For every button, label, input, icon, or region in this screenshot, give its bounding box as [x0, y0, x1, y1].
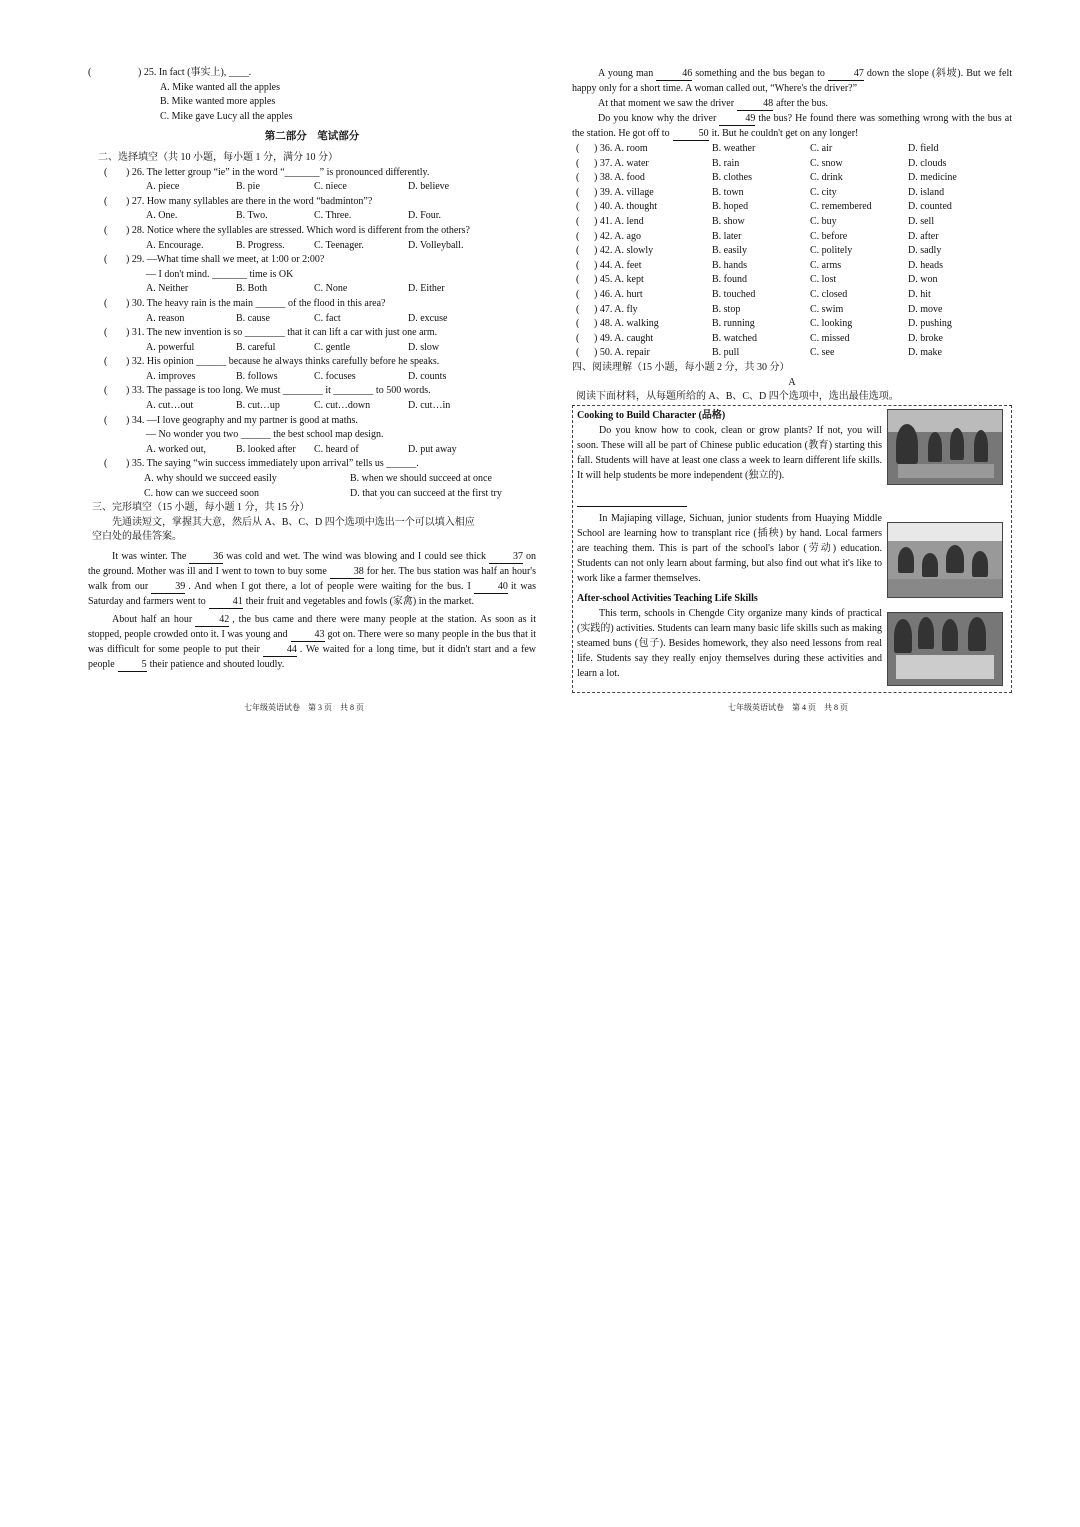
answer-paren: ( — [576, 201, 580, 213]
left-page — [88, 66, 536, 672]
cloze-option-row — [572, 303, 1012, 318]
cloze-option-row — [572, 215, 1012, 230]
cloze-option-row — [572, 346, 1012, 361]
option: C. heard of — [314, 443, 359, 455]
answer-paren: ( — [576, 288, 580, 300]
option: A. cut…out — [146, 400, 194, 412]
option: B. careful — [236, 341, 276, 353]
option: ) 39. A. village — [594, 186, 654, 198]
option: A. Neither — [146, 283, 189, 295]
answer-paren: ( — [104, 195, 108, 207]
cloze-paragraph-1 — [88, 549, 536, 609]
option: B. show — [712, 215, 745, 227]
option: D. cut…in — [408, 400, 451, 412]
cloze-option-row — [572, 288, 1012, 303]
answer-paren: ( — [576, 347, 580, 359]
option: A. improves — [146, 370, 196, 382]
option: C. air — [810, 143, 833, 154]
option: D. excuse — [408, 312, 448, 324]
cloze-blank: 47 — [828, 68, 864, 81]
option: C. Three. — [314, 210, 352, 222]
cloze-blank: 48 — [737, 98, 773, 111]
question-text: ) 31. The new invention is so ________ that it can lift a car with just one arm. — [126, 327, 438, 339]
steamed-buns-photo — [887, 612, 1003, 686]
option: B. rain — [712, 157, 740, 169]
option: D. believe — [408, 181, 450, 193]
option: B. cut…up — [236, 400, 280, 412]
option: D. Four. — [408, 210, 442, 222]
option: C. see — [810, 347, 835, 359]
cloze-option-row — [572, 186, 1012, 201]
option: D. medicine — [908, 172, 957, 184]
question-stem — [88, 224, 536, 239]
cloze-text: on the ground. Mother was ill and I went to town to buy some — [88, 551, 536, 577]
option: C. lost — [810, 274, 837, 286]
cloze-text: it. But he couldn't get on any longer! — [711, 128, 859, 139]
option: A. One. — [146, 210, 178, 222]
option: ) 47. A. fly — [594, 303, 638, 315]
option: B. easily — [712, 245, 747, 257]
answer-paren: ( — [576, 303, 580, 315]
options-row — [88, 487, 536, 502]
question-text-2: — I don't mind. _______ time is OK — [146, 268, 294, 280]
cloze-blank: 44 — [263, 644, 297, 657]
cloze-option-row — [572, 200, 1012, 215]
cloze-text: It was winter. The — [112, 551, 187, 562]
option: C. cut…down — [314, 400, 371, 412]
cloze-option-row — [572, 157, 1012, 172]
options-row — [88, 370, 536, 385]
option: ) 42. A. slowly — [594, 245, 654, 257]
cloze-text: was cold and wet. The wind was blowing and I could see thick — [226, 551, 486, 562]
option: D. put away — [408, 443, 457, 455]
option: C. before — [810, 230, 848, 242]
cloze-blank: 42 — [195, 614, 229, 627]
answer-paren: ( — [576, 186, 580, 198]
cloze-blank: 39 — [151, 581, 185, 594]
cloze-paragraph-3 — [572, 66, 1012, 96]
option: A. worked out, — [146, 443, 206, 455]
cloze-option-row — [572, 332, 1012, 347]
left-footer: 七年级英语试卷 第 3 页 共 8 页 — [244, 703, 364, 712]
answer-paren: ( — [576, 230, 580, 242]
cloze-paragraph-5 — [572, 111, 1012, 141]
option: D. counts — [408, 370, 447, 382]
right-footer: 七年级英语试卷 第 4 页 共 8 页 — [728, 703, 848, 712]
option: ) 50. A. repair — [594, 347, 650, 359]
option: ) 40. A. thought — [594, 201, 658, 213]
answer-paren: ( — [104, 166, 108, 178]
q25-option-a: A. Mike wanted all the apples — [160, 81, 280, 93]
option: ) 49. A. caught — [594, 332, 654, 344]
options-row — [88, 209, 536, 224]
option: D. won — [908, 274, 938, 286]
question-stem — [88, 355, 536, 370]
passage-label: A — [788, 376, 796, 388]
option: B. cause — [236, 312, 270, 324]
option: A. why should we succeed easily — [144, 473, 277, 485]
option: C. missed — [810, 332, 850, 344]
reading-title-1: Cooking to Build Character (品格) — [577, 409, 726, 421]
question-text: ) 35. The saying “win success immediately upon arrival” tells us ______. — [126, 458, 419, 470]
option: B. weather — [712, 143, 756, 154]
option: D. hit — [908, 288, 931, 300]
option: B. touched — [712, 288, 756, 300]
option: D. broke — [908, 332, 943, 344]
cloze-paragraph-2 — [88, 612, 536, 672]
option: ) 46. A. hurt — [594, 288, 643, 300]
option: C. remembered — [810, 201, 872, 213]
part3-heading: 三、完形填空（15 小题，每小题 1 分，共 15 分） — [92, 502, 310, 514]
multiple-choice-list — [88, 166, 536, 502]
option: D. slow — [408, 341, 440, 353]
option: C. drink — [810, 172, 843, 184]
answer-paren: ( — [576, 259, 580, 271]
cloze-text: Do you know why the driver — [598, 113, 717, 124]
q25-option-b: B. Mike wanted more apples — [160, 96, 276, 108]
part2-heading: 二、选择填空（共 10 小题，每小题 1 分，满分 10 分） — [98, 151, 338, 163]
option: C. swim — [810, 303, 844, 315]
cloze-text: About half an hour — [112, 614, 193, 625]
cloze-blank: 43 — [291, 629, 325, 642]
option: D. sell — [908, 215, 935, 227]
cloze-option-row — [572, 273, 1012, 288]
part4-heading: 四、阅读理解（15 小题，每小题 2 分，共 30 分） — [572, 361, 790, 373]
option: ) 41. A. lend — [594, 215, 644, 227]
option: D. field — [908, 143, 939, 154]
answer-paren: ( — [576, 245, 580, 257]
cloze-text: it was Saturday and farmers went to — [88, 581, 536, 607]
option: B. when we should succeed at once — [350, 473, 492, 485]
cloze-option-row — [572, 244, 1012, 259]
cloze-blank: 46 — [656, 68, 692, 81]
question-stem — [88, 414, 536, 429]
question-text: ) 30. The heavy rain is the main ______ of the flood in this area? — [126, 297, 386, 309]
option: ) 48. A. walking — [594, 318, 659, 330]
option: B. looked after — [236, 443, 296, 455]
option: ) 42. A. ago — [594, 230, 641, 242]
option: D. Either — [408, 283, 445, 295]
option: B. hoped — [712, 201, 749, 213]
option: C. focuses — [314, 370, 356, 382]
question-stem — [88, 297, 536, 312]
cloze-paragraph-4 — [572, 96, 1012, 111]
answer-paren: ( — [576, 172, 580, 184]
cooking-photo — [887, 409, 1003, 485]
reading-passage-box — [572, 405, 1012, 693]
answer-paren: ( — [576, 274, 580, 286]
option: B. stop — [712, 303, 741, 315]
option: C. closed — [810, 288, 848, 300]
option: B. follows — [236, 370, 278, 382]
option: D. clouds — [908, 157, 947, 169]
answer-paren: ( — [104, 356, 108, 368]
option: B. town — [712, 186, 744, 198]
option: D. sadly — [908, 245, 942, 257]
option: A. powerful — [146, 341, 195, 353]
answer-paren: ( — [576, 143, 580, 154]
option: C. gentle — [314, 341, 351, 353]
option: B. clothes — [712, 172, 752, 184]
cloze-text: A young man — [598, 68, 654, 79]
option: D. counted — [908, 201, 952, 213]
option: C. looking — [810, 318, 853, 330]
options-row — [88, 472, 536, 487]
option: B. watched — [712, 332, 757, 344]
option: D. pushing — [908, 318, 952, 330]
option: B. hands — [712, 259, 747, 271]
option: C. arms — [810, 259, 842, 271]
option: D. after — [908, 230, 939, 242]
options-row — [88, 341, 536, 356]
answer-paren: ( — [576, 332, 580, 344]
option: C. city — [810, 186, 837, 198]
option: B. Both — [236, 283, 268, 295]
rice-planting-photo — [887, 522, 1003, 598]
option: ) 38. A. food — [594, 172, 645, 184]
option: C. how can we succeed soon — [144, 487, 259, 499]
cloze-option-row — [572, 317, 1012, 332]
cloze-blank: 36 — [189, 551, 223, 564]
cloze-option-row — [572, 171, 1012, 186]
options-row — [88, 312, 536, 327]
reading-paragraph-2: In Majiaping village, Sichuan, junior students from Huaying Middle School are learning how to transplant rice (插秧) by hand. Local farmers are teaching them. This is part of the school's labor (劳动) education. Students can not only learn about farming, but also find out what it's like to work like a farmer themselves. — [577, 512, 882, 584]
question-stem — [88, 384, 536, 399]
answer-paren: ( — [104, 254, 108, 266]
option: ) 36. A. room — [594, 143, 648, 154]
answer-paren: ( — [576, 318, 580, 330]
cloze-text: for her. The bus station was half an hour's walk from our — [88, 566, 536, 592]
cloze-text: , the bus came and there were many people at the station. As soon as it stopped, people crowded onto it. I was young and — [88, 614, 536, 640]
option: C. niece — [314, 181, 347, 193]
answer-paren: ( — [576, 215, 580, 227]
reading-paragraph-3: This term, schools in Chengde City organize many kinds of practical (实践的) activities. Students can learn many basic life skills such as making steamed buns (包子). Besides homework, they also need lessons from real life. Students say they really enjoy themselves during these activities and learn a lot. — [577, 607, 882, 679]
option: C. snow — [810, 157, 843, 169]
cloze-blank: 49 — [719, 113, 755, 126]
part3-instruction-2: 空白处的最佳答案。 — [92, 531, 182, 543]
option: D. make — [908, 347, 942, 359]
option: ) 37. A. water — [594, 157, 649, 169]
option: C. politely — [810, 245, 853, 257]
option: D. Volleyball. — [408, 239, 464, 251]
option: ) 45. A. kept — [594, 274, 644, 286]
option: C. Teenager. — [314, 239, 364, 251]
option: A. reason — [146, 312, 185, 324]
question-text: ) 27. How many syllables are there in the word “badminton”? — [126, 195, 373, 207]
question-stem — [88, 166, 536, 181]
q25-stem: ( ) 25. In fact (事实上), ____. — [88, 67, 252, 78]
question-stem — [88, 457, 536, 472]
options-row — [88, 239, 536, 254]
question-text: ) 29. —What time shall we meet, at 1:00 or 2:00? — [126, 254, 325, 266]
question-stem — [88, 253, 536, 268]
cloze-text: after the bus. — [776, 98, 829, 109]
question-text: ) 32. His opinion ______ because he always thinks carefully before he speaks. — [126, 356, 440, 368]
question-text: ) 28. Notice where the syllables are stressed. Which word is different from the others? — [126, 224, 470, 236]
cloze-text: their fruit and vegetables and fowls (家禽) in the market. — [245, 596, 475, 607]
reading-paragraph-1: Do you know how to cook, clean or grow plants? If not, you will soon. These will all be part of Chinese public education (教育) starting this fall. Students will have at least one class a week to learn different life skills. It will help students be more independent (独立的). — [577, 424, 882, 481]
answer-paren: ( — [104, 327, 108, 339]
question-text-2: — No wonder you two ______ the best school map design. — [146, 429, 384, 441]
option: C. buy — [810, 215, 837, 227]
cloze-text: down the slope (斜坡). But we felt happy only for a short time. A woman called out, “Where's the driver?” — [572, 68, 1013, 94]
cloze-option-row — [572, 230, 1012, 245]
cloze-text: the bus? He found there was something wrong with the bus at the station. He got off to — [572, 113, 1012, 139]
option: D. that you can succeed at the first try — [350, 487, 502, 499]
option: B. found — [712, 274, 747, 286]
option: D. heads — [908, 259, 943, 271]
reading-title-2-blank — [577, 505, 687, 507]
cloze-text: At that moment we saw the driver — [598, 98, 735, 109]
q25-option-c: C. Mike gave Lucy all the apples — [160, 110, 293, 122]
option: ) 44. A. feet — [594, 259, 642, 271]
answer-paren: ( — [104, 297, 108, 309]
option: B. pull — [712, 347, 740, 359]
cloze-text: got on. There were so many people in the bus that it was difficult for some people to put their — [88, 629, 536, 655]
question-stem — [88, 195, 536, 210]
option: B. running — [712, 318, 755, 330]
cloze-options-list — [572, 142, 1012, 361]
question-text: ) 34. —I love geography and my partner is good at maths. — [126, 414, 358, 426]
option: A. piece — [146, 181, 180, 193]
answer-paren: ( — [104, 414, 108, 426]
cloze-blank: 38 — [330, 566, 364, 579]
reading-title-3: After-school Activities Teaching Life Skills — [577, 592, 758, 604]
answer-paren: ( — [104, 224, 108, 236]
answer-paren: ( — [104, 458, 108, 470]
option: B. Two. — [236, 210, 268, 222]
question-text: ) 33. The passage is too long. We must ________ it ________ to 500 words. — [126, 385, 431, 397]
option: D. island — [908, 186, 945, 198]
cloze-option-row — [572, 142, 1012, 157]
cloze-text: something and the bus began to — [695, 68, 825, 79]
right-page — [572, 66, 1012, 693]
part3-instruction: 先通读短文，掌握其大意，然后从 A、B、C、D 四个选项中选出一个可以填入相应 — [112, 516, 475, 528]
cloze-blank: 37 — [489, 551, 523, 564]
cloze-text: . We waited for a long time, but it didn't start and a few people — [88, 644, 537, 670]
part4-instruction: 阅读下面材料，从每题所给的 A、B、C、D 四个选项中，选出最佳选项。 — [576, 391, 899, 403]
cloze-text: . And when I got there, a lot of people were waiting for the bus. I — [188, 581, 471, 592]
option: C. fact — [314, 312, 341, 324]
option: A. Encourage. — [146, 239, 204, 251]
answer-paren: ( — [104, 385, 108, 397]
question-stem — [88, 326, 536, 341]
option: B. pie — [236, 181, 260, 193]
options-row — [88, 180, 536, 195]
cloze-blank: 41 — [209, 596, 243, 609]
options-row — [88, 399, 536, 414]
cloze-blank: 5 — [118, 659, 147, 672]
options-row — [88, 443, 536, 458]
options-row — [88, 282, 536, 297]
section-title: 第二部分 笔试部分 — [264, 131, 360, 143]
cloze-blank: 50 — [673, 128, 709, 141]
cloze-blank: 40 — [474, 581, 508, 594]
cloze-option-row — [572, 259, 1012, 274]
cloze-text: their patience and shouted loudly. — [149, 659, 285, 670]
option: B. later — [712, 230, 742, 242]
answer-paren: ( — [576, 157, 580, 169]
option: D. move — [908, 303, 943, 315]
question-text: ) 26. The letter group “ie” in the word “_______” is pronounced differently. — [126, 166, 430, 178]
option: B. Progress. — [236, 239, 285, 251]
option: C. None — [314, 283, 348, 295]
